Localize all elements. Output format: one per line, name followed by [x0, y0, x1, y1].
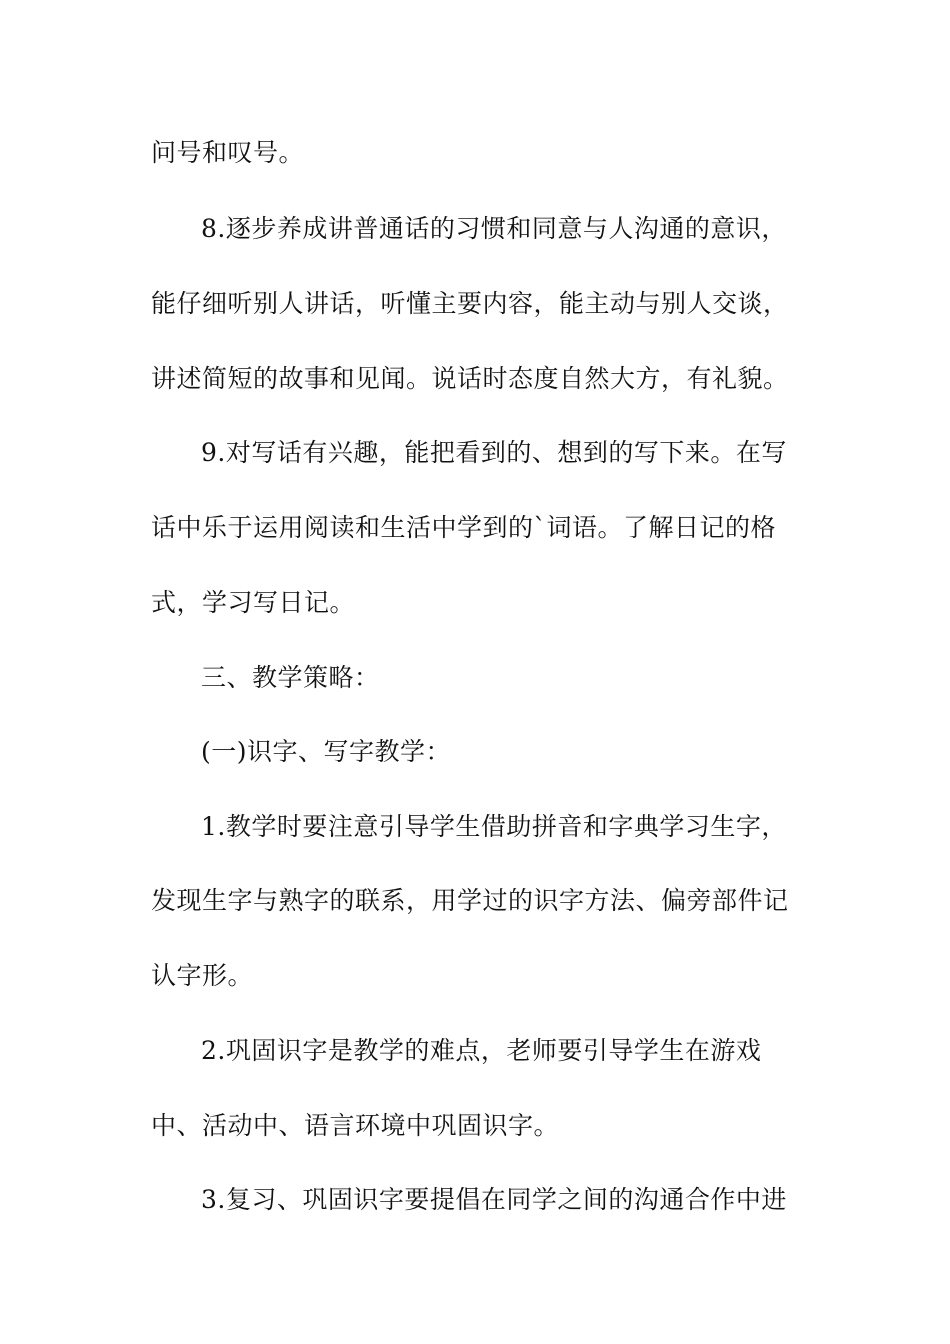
text-line: 1.教学时要注意引导学生借助拼音和字典学习生字，	[201, 812, 787, 841]
text-line: 认字形。	[151, 961, 254, 990]
text-line: 式，学习写日记。	[151, 588, 356, 617]
text-line: 能仔细听别人讲话，听懂主要内容，能主动与别人交谈，	[151, 289, 789, 318]
text-line: 话中乐于运用阅读和生活中学到的`词语。了解日记的格	[151, 513, 777, 542]
text-line: 中、活动中、语言环境中巩固识字。	[151, 1111, 560, 1140]
text-line: 讲述简短的故事和见闻。说话时态度自然大方，有礼貌。	[151, 364, 789, 393]
text-line: 9.对写话有兴趣，能把看到的、想到的写下来。在写	[201, 438, 787, 467]
text-line: 2.巩固识字是教学的难点，老师要引导学生在游戏	[201, 1036, 762, 1065]
text-line: 8.逐步养成讲普通话的习惯和同意与人沟通的意识，	[201, 214, 787, 243]
section-heading: 三、教学策略：	[201, 663, 380, 692]
text-line: 发现生字与熟字的联系，用学过的识字方法、偏旁部件记	[151, 886, 789, 915]
subsection-heading: (一)识字、写字教学：	[201, 737, 452, 766]
text-line: 问号和叹号。	[151, 138, 305, 167]
text-line: 3.复习、巩固识字要提倡在同学之间的沟通合作中进	[201, 1185, 787, 1214]
